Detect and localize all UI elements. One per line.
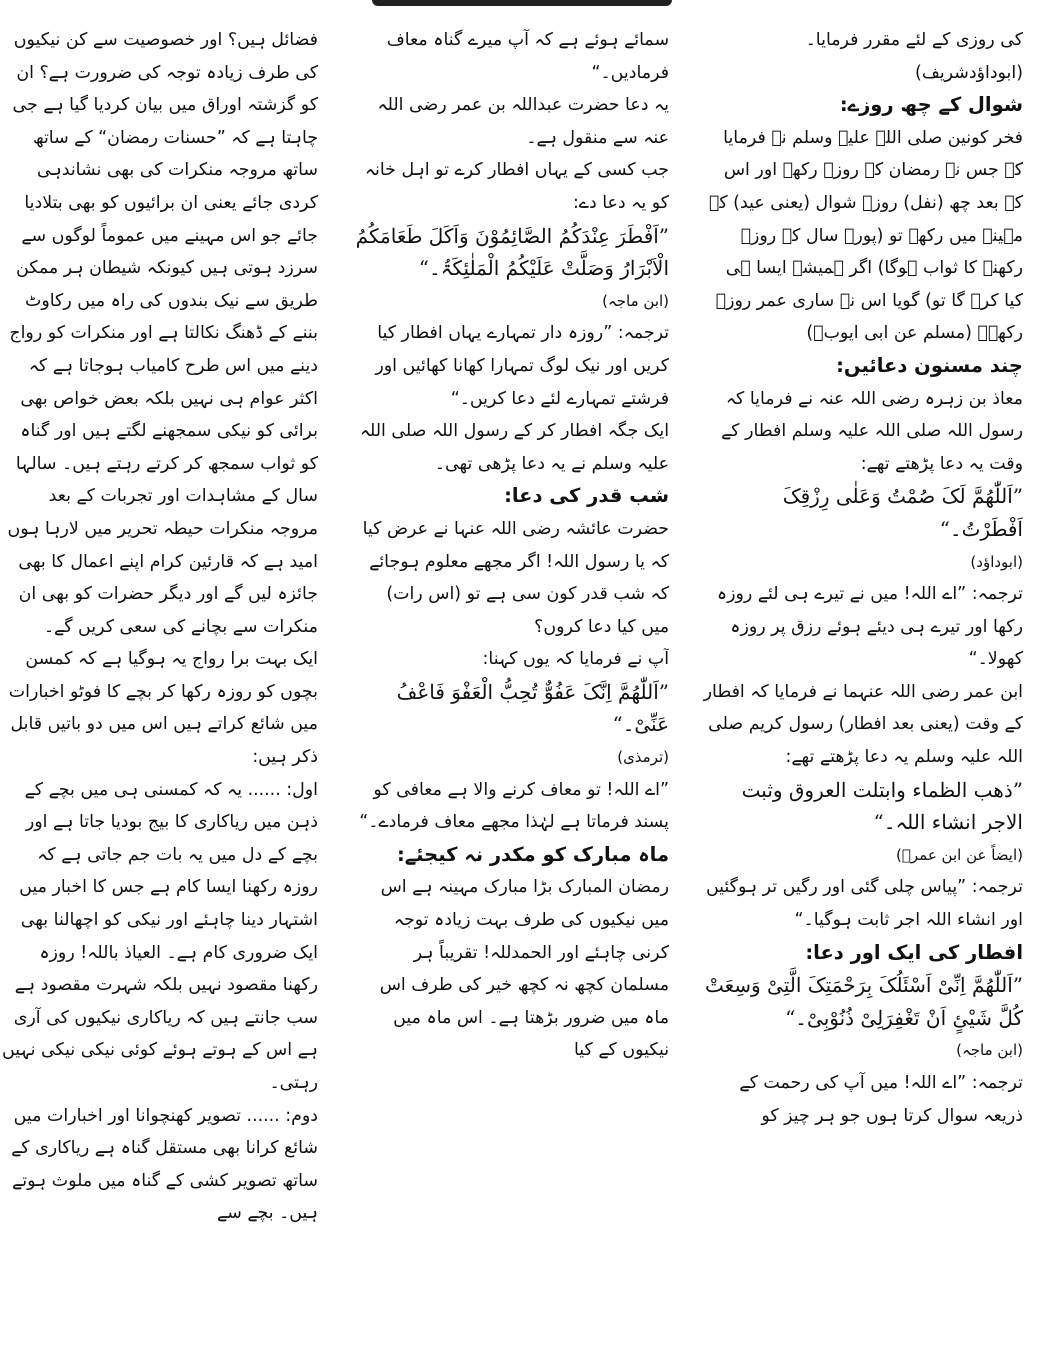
column-right-ref-14: (ابن ماجہ) <box>956 1041 1023 1060</box>
article-columns <box>0 24 1041 1372</box>
column-left-text-3: دوم: ...... تصویر کھنچوانا اور اخبارات میں شائع کرانا بھی مستقل گناہ ہے ریاکاری کے ساتھ تصویر کشی کے گناہ میں ملوث ہوتے ہیں۔ بچے سے <box>11 1105 318 1224</box>
column-right-arabic-9: ”ذھب الظماء وابتلت العروق وثبت الاجر انشاء اللہ۔“ <box>741 777 1023 835</box>
column-right-text-2: فخر کونین صلی اللہ علیہ وسلم نے فرمایا کہ جس نے رمضان کے روزے رکھے اور اس کے بعد چھ (نفل) روزے شوال (یعنی عید) کے مہینہ میں رکھے تو (پورے سال کے روزے رکھنے کا ثواب ہوگا) اگر ہمیشہ ایسا ہی کیا کرے گا تو) گویا اس نے ساری عمر روزے رکھے۔ (مسلم عن ابی ایوبؓ) <box>708 127 1023 344</box>
column-left-text-1: ایک بہت برا رواج یہ ہوگیا ہے کہ کمسن بچوں کو روزہ رکھا کر بچے کا فوٹو اخبارات میں شائع کراتے ہیں اس میں دو باتیں قابل ذکر ہیں: <box>8 649 318 768</box>
column-middle-arabic-10: ”اَللّٰھُمَّ اِنَّکَ عَفُوٌّ تُحِبُّ الْعَفْوَ فَاعْفُ عَنِّیْ۔“ <box>396 679 670 737</box>
column-right-heading-1: شوال کے چھ روزے: <box>839 93 1023 117</box>
column-left-text-0: فضائل ہیں؟ اور خصوصیت سے کن نیکیوں کی طرف زیادہ توجہ کی ضرورت ہے؟ ان کو گزشتہ اوراق میں بیان کردیا گیا ہے جی چاہتا ہے کہ ”حسنات رمضان“ کے ساتھ ساتھ مروجہ منکرات کی بھی نشاندہی کردی جائے یعنی ان برائیوں کو بھی بتلادیا جائے جو اس مہینے میں عموماً لوگوں سے سرزد ہوتی ہیں کیونکہ شیطان ہر ممکن طریق سے نیک بندوں کی راہ میں رکاوٹ بننے کے ڈھنگ نکالتا ہے اور منکرات کو رواج دینے میں اس طرح کامیاب ہوجاتا ہے کہ اکثر عوام ہی نہیں بلکہ بعض خواص بھی برائی کو نیکی سمجھنے لگتے ہیں اور گناہ کو ثواب سمجھ کر کرتے رہتے ہیں۔ سالہا سال کے مشاہدات اور تجربات کے بعد مروجہ منکرات حیطہ تحریر میں لارہا ہوں امید ہے کہ قارئین کرام اپنے اعمال کا بھی جائزہ لیں گے اور دیگر حضرات کو بھی ان منکرات سے بچانے کی سعی کریں گے۔ <box>7 30 318 637</box>
column-middle-indent-5: ترجمہ: ”روزہ دار تمہارے یہاں افطار کیا کریں اور نیک لوگ تمہارا کھانا کھائیں اور فرشتے تمہارے لئے دعا کریں۔“ <box>375 323 670 409</box>
column-middle-ref-4: (ابن ماجہ) <box>602 291 670 310</box>
column-right-indent-11: ترجمہ: ”پیاس چلی گئی اور رگیں تر ہوگئیں اور انشاء اللہ اجر ثابت ہوگیا۔“ <box>705 877 1023 931</box>
column-right-indent-15: ترجمہ: ”اے اللہ! میں آپ کی رحمت کے ذریعہ سوال کرتا ہوں جو ہر چیز کو <box>739 1073 1023 1126</box>
column-right-ref-10: (ایضاً عن ابن عمرؓ) <box>896 845 1023 864</box>
column-right-ref-6: (ابوداؤد) <box>970 552 1023 571</box>
column-middle-ref-11: (ترمذی) <box>617 748 670 767</box>
column-right-heading-12: افطار کی ایک اور دعا: <box>805 940 1023 964</box>
column-right-heading-3: چند مسنون دعائیں: <box>836 353 1023 377</box>
column-left <box>0 24 318 1372</box>
column-right-arabic-13: ”اَللّٰھُمَّ اِنِّیْ اَسْئَلُکَ بِرَحْمَتِکَ الَّتِیْ وَسِعَتْ کُلَّ شَیْئٍ اَنْ تَغْفِرَلِیْ ذُنُوْبِیْ۔“ <box>705 973 1023 1030</box>
column-middle-heading-7: شب قدر کی دعا: <box>504 484 670 508</box>
column-right-indent-7: ترجمہ: ”اے اللہ! میں نے تیرے ہی لئے روزہ رکھا اور تیرے ہی دیئے ہوئے رزق پر روزہ کھولا۔“ <box>716 584 1023 670</box>
column-middle-indent-12: ”اے اللہ! تو معاف کرنے والا ہے معافی کو پسند فرماتا ہے لہٰذا مجھے معاف فرمادے۔“ <box>359 779 670 833</box>
top-decoration <box>372 0 672 6</box>
column-middle-arabic-3: ”اَفْطَرَ عِنْدَکُمُ الصَّائِمُوْنَ وَاَکَلَ طَعَامَکُمُ الْاَبْرَارُ وَصَلَّتْ عَلَیْکُمُ الْمَلٰئِکَۃُ۔“ <box>355 223 670 281</box>
column-left-text-2: اول: ...... یہ کہ کمسنی ہی میں بچے کے ذہن میں ریاکاری کا بیج بودیا جاتا ہے اور بچے کے دل میں یہ بات جم جاتی ہے کہ روزہ رکھنا ایسا کام ہے جس کا اخبار میں اشتہار دینا چاہئے اور نیکی کو اچھالنا بھی ایک ضروری کام ہے۔ العیاذ باللہ! روزہ رکھنا مقصود نہیں بلکہ شہرت مقصود ہے سب جانتے ہیں کہ ریاکاری نیکیوں کی آری ہے اس کے ہوتے ہوئے کوئی نیکی نیکی نہیں رہتی۔ <box>1 779 318 1093</box>
column-middle-text-14: رمضان المبارک بڑا مبارک مہینہ ہے اس میں نیکیوں کی طرف بہت زیادہ توجہ کرنی چاہئے اور الحمدللہ! تقریباً ہر مسلمان کچھ نہ کچھ خیر کی طرف اس ماہ میں ضرور بڑھتا ہے۔ اس ماہ میں نیکیوں کے کیا <box>379 877 670 1061</box>
column-middle-text-2: جب کسی کے یہاں افطار کرے تو اہل خانہ کو یہ دعا دے: <box>364 160 670 213</box>
column-middle-heading-13: ماہ مبارک کو مکدر نہ کیجئے: <box>396 842 670 866</box>
column-middle-text-6: ایک جگہ افطار کر کے رسول اللہ صلی اللہ علیہ وسلم نے یہ دعا پڑھی تھی۔ <box>359 421 670 474</box>
column-middle-indent-0: سمائے ہوئے ہے کہ آپ میرے گناہ معاف فرمادیں۔“ <box>386 30 670 83</box>
column-middle-text-1: یہ دعا حضرت عبداللہ بن عمر رضی اللہ عنہ سے منقول ہے۔ <box>377 95 670 148</box>
column-middle <box>348 24 669 1372</box>
column-middle-text-8: حضرت عائشہ رضی اللہ عنہا نے عرض کیا کہ یا رسول اللہ! اگر مجھے معلوم ہوجائے کہ شب قدر کون سی ہے تو (اس رات) میں کیا دعا کروں؟ <box>362 518 670 637</box>
column-right-text-0: کی روزی کے لئے مقرر فرمایا۔ (ابوداؤدشریف) <box>805 30 1023 83</box>
column-middle-text-9: آپ نے فرمایا کہ یوں کہنا: <box>482 649 670 670</box>
column-right <box>697 24 1023 1372</box>
column-right-text-8: ابن عمر رضی اللہ عنہما نے فرمایا کہ افطار کے وقت (یعنی بعد افطار) رسول کریم صلی اللہ علیہ وسلم یہ دعا پڑھتے تھے: <box>703 681 1023 768</box>
column-right-text-4: معاذ بن زہرہ رضی اللہ عنہ نے فرمایا کہ رسول اللہ صلی اللہ علیہ وسلم افطار کے وقت یہ دعا پڑھتے تھے: <box>721 388 1023 474</box>
column-right-arabic-5: ”اَللّٰھُمَّ لَکَ صُمْتُ وَعَلٰی رِزْقِکَ اَفْطَرْتُ۔“ <box>782 484 1023 541</box>
